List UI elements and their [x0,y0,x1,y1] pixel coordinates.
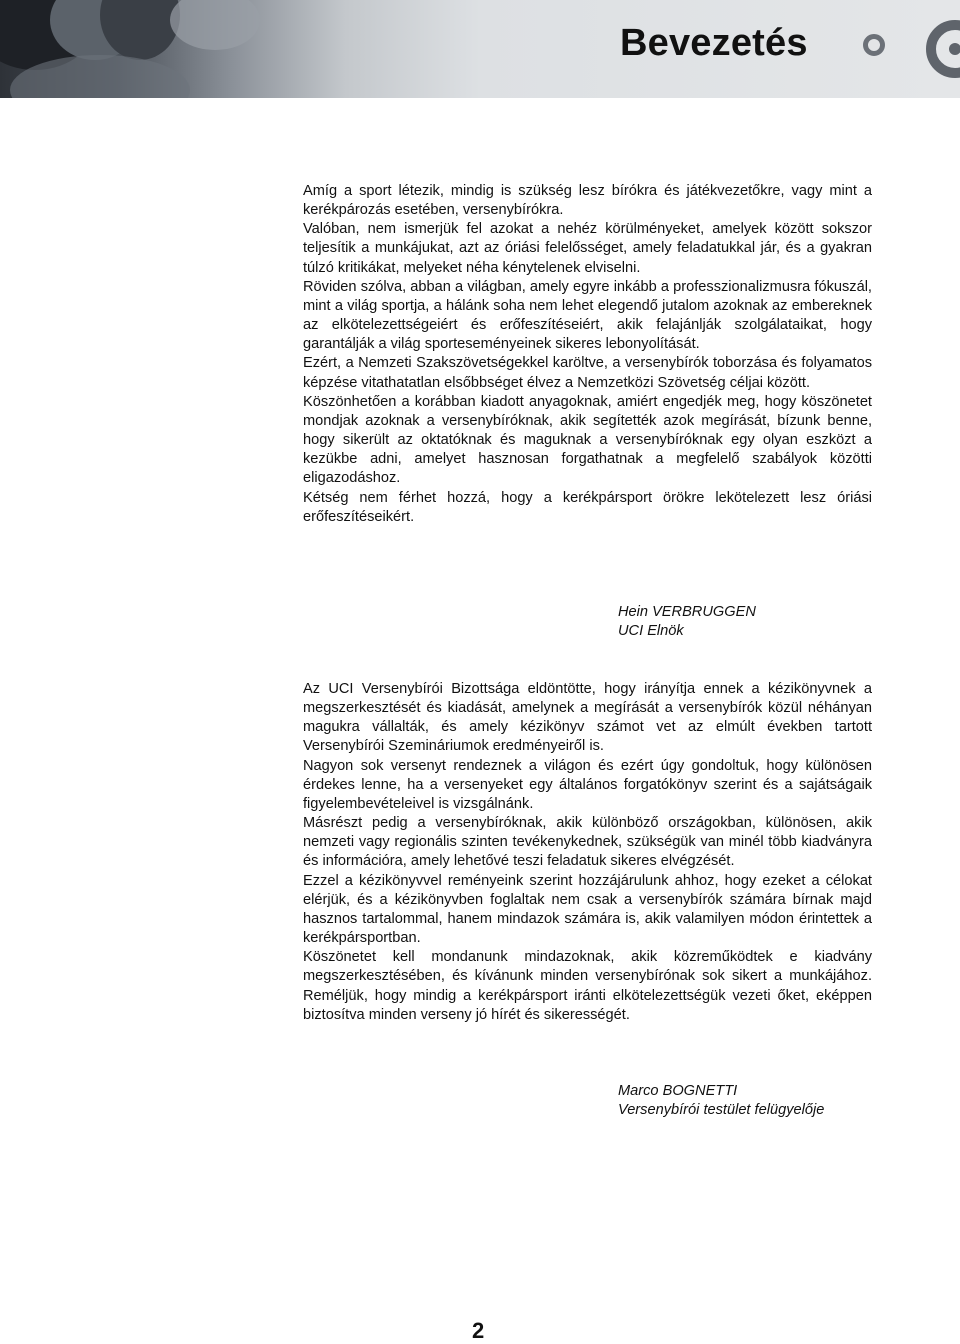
signature-block [618,1082,824,1120]
paragraph: Valóban, nem ismerjük fel azokat a nehéz körülményeket, amelyek között sokszor teljesítik a munkájukat, azt az óriási felelősséget, amely feladatukkal jár, és a gyakran túlzó kritikákat, melyeket néha kénytelenek elviselni. [303,221,872,276]
signature-role: Versenybírói testület felügyelője [618,1102,825,1119]
paragraph: Amíg a sport létezik, mindig is szükség lesz bírókra és játékvezetőkre, vagy mint a kerékpározás esetében, versenybírókra. [303,183,872,219]
page-number: 2 [472,1318,485,1343]
ring-decoration-icon [922,14,960,84]
introduction-text [303,182,872,527]
paragraph: Ezzel a kézikönyvvel reményeink szerint hozzájárulunk ahhoz, hogy ezeket a célokat elérjük, és a kézikönyvben foglaltak nem csak a versenybírók számára bírnak majd hasznos tartalommal, hanem mindazok számára is, akik valamilyen módon érintettek a kerékpársportban. [303,872,872,947]
paragraph: Ezért, a Nemzeti Szakszövetségekkel karöltve, a versenybírók toborzása és folyamatos képzése vitathatatlan elsőbbséget élvez a Nemzetközi Szövetség céljai között. [303,355,872,391]
paragraph: Másrészt pedig a versenybíróknak, akik különböző országokban, különösen, akik nemzeti vagy regionális szinten tevékenykednek, szükségük van minél több kiadványra és információra, amely lehetővé teszi feladatuk sikeres elvégzését. [303,815,872,870]
paragraph: Köszönhetően a korábban kiadott anyagoknak, amiért engedjék meg, hogy köszönetet mondjak azoknak a versenybíróknak, akik segítették azok megírását, bízunk benne, hogy sikerült az oktatóknak és maguknak a versenybíróknak egy olyan eszközt a kezükbe adni, amelyet hasznosan forgathatnak a megfelelő szabályok közötti eligazodáshoz. [303,393,872,487]
circle-decoration-icon [862,33,886,57]
page-header-banner [0,0,960,98]
signature-block [618,603,756,641]
paragraph: Röviden szólva, abban a világban, amely egyre inkább a professzionalizmusra fókuszál, mint a világ sportja, a hálánk soha nem lehet elegendő jutalom azoknak az embereknek az elkötelezettségeiért és erőfeszítéseiért, akik felajánlják szolgálataikat, hogy garantálják a világ sporteseményeinek sikeres lebonyolítását. [303,278,872,353]
signature-name: Marco BOGNETTI [618,1083,738,1099]
committee-text [303,680,872,1025]
paragraph: Kétség nem férhet hozzá, hogy a kerékpársport örökre lekötelezett lesz óriási erőfeszítéseikért. [303,489,872,525]
signature-name: Hein VERBRUGGEN [618,604,756,620]
page-title: Bevezetés [620,22,808,64]
signature-role: UCI Elnök [618,623,684,640]
paragraph: Az UCI Versenybírói Bizottsága eldöntötte, hogy irányítja ennek a kézikönyvnek a megszerkesztését és kiadását, amelynek a megírását a versenybírók közül néhányan magukra vállalták, és amely kézikönyv számot vet az elmúlt években tartott Versenybírói Szemináriumok eredményeiről is. [303,681,872,755]
paragraph: Köszönetet kell mondanunk mindazoknak, akik közreműködtek e kiadvány megszerkesztésében, és kívánunk minden versenybírónak sok sikert a munkájához. Reméljük, hogy mindig a kerékpársport iránti elkötelezettségük vezeti őket, eképpen biztosítva minden verseny jó hírét és sikerességét. [303,949,872,1023]
paragraph: Nagyon sok versenyt rendeznek a világon és ezért úgy gondoltuk, hogy különösen érdekes lenne, ha a versenyeket egy általános forgatókönyv szerint és a sajátságaik figyelembevételeivel is vizsgálnánk. [303,757,872,812]
